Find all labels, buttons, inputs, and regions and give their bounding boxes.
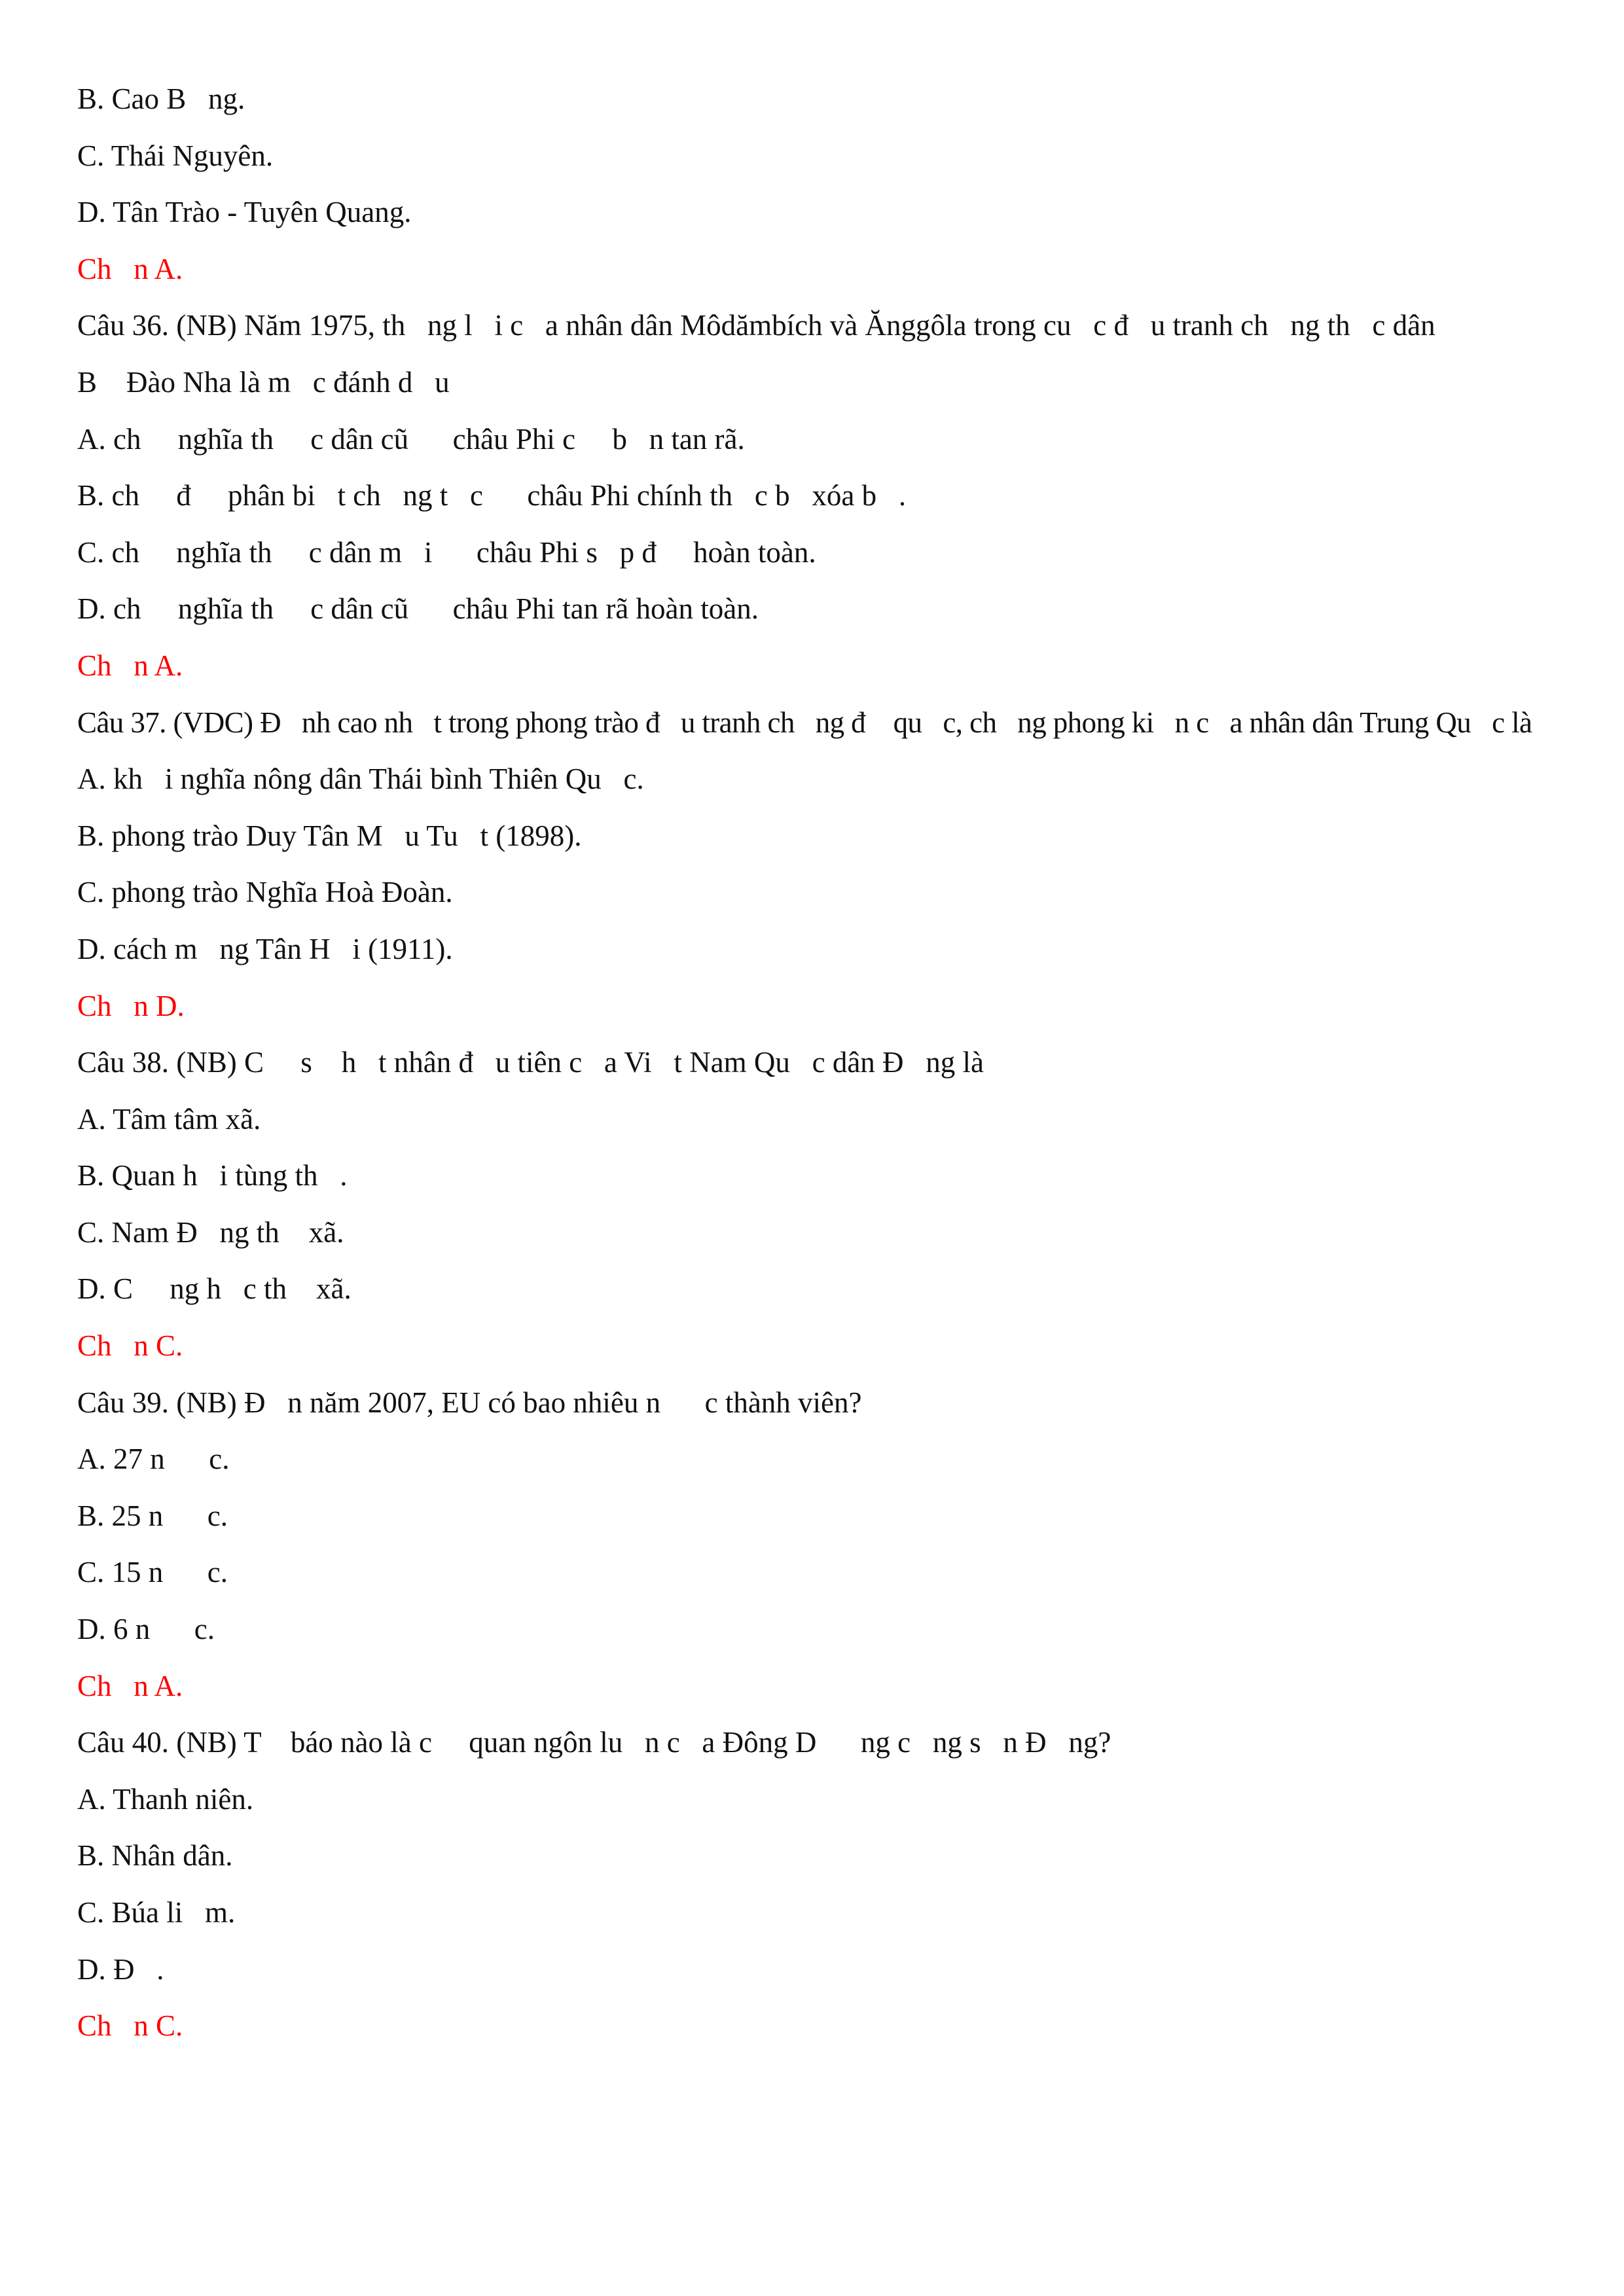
option-c: C. Thái Nguyên.	[77, 139, 274, 172]
answer-key: Ch n A.	[77, 1669, 183, 1702]
option-d: D. Tân Trào - Tuyên Quang.	[77, 196, 412, 229]
answer-key: Ch n C.	[77, 2009, 183, 2043]
option-a: A. kh i nghĩa nông dân Thái bình Thiên Qu c.	[77, 762, 644, 796]
option-c: C. Búa li m.	[77, 1896, 236, 1929]
option-b: B. 25 n c.	[77, 1499, 228, 1532]
option-b: B. phong trào Duy Tân M u Tu t (1898).	[77, 819, 582, 852]
answer-key: Ch n C.	[77, 1329, 183, 1363]
option-b: B. Quan h i tùng th .	[77, 1159, 348, 1193]
answer-key: Ch n A.	[77, 252, 183, 285]
question-38-text: Câu 38. (NB) C s h t nhân đ u tiên c a Vi t Nam Qu c dân Đ ng là	[77, 1046, 984, 1079]
question-36-text-cont: B Đào Nha là m c đánh d u	[77, 365, 450, 399]
option-c: C. Nam Đ ng th xã.	[77, 1215, 344, 1249]
option-a: A. Tâm tâm xã.	[77, 1102, 261, 1136]
option-b: B. Cao B ng.	[77, 82, 245, 115]
question-40-text: Câu 40. (NB) T báo nào là c quan ngôn lu n c a Đông D ng c ng s n Đ ng?	[77, 1726, 1111, 1759]
question-39-text: Câu 39. (NB) Đ n năm 2007, EU có bao nhiêu n c thành viên?	[77, 1386, 862, 1419]
option-b: B. Nhân dân.	[77, 1839, 233, 1873]
answer-key: Ch n A.	[77, 649, 183, 682]
option-c: C. phong trào Nghĩa Hoà Đoàn.	[77, 876, 453, 909]
option-a: A. ch nghĩa th c dân cũ châu Phi c b n tan rã.	[77, 422, 745, 456]
option-c: C. 15 n c.	[77, 1556, 228, 1589]
option-b: B. ch đ phân bi t ch ng t c châu Phi chính th c b xóa b .	[77, 479, 907, 512]
option-a: A. 27 n c.	[77, 1443, 230, 1476]
answer-key: Ch n D.	[77, 989, 185, 1022]
document-page	[77, 71, 1557, 2054]
option-d: D. ch nghĩa th c dân cũ châu Phi tan rã hoàn toàn.	[77, 592, 759, 626]
option-d: D. C ng h c th xã.	[77, 1272, 352, 1306]
option-d: D. Đ .	[77, 1952, 164, 1986]
question-36-text: Câu 36. (NB) Năm 1975, th ng l i c a nhân dân Môdămbích và Ănggôla trong cu c đ u tranh ch ng th c dân	[77, 309, 1435, 342]
option-c: C. ch nghĩa th c dân m i châu Phi s p đ hoàn toàn.	[77, 535, 816, 569]
option-d: D. 6 n c.	[77, 1613, 215, 1646]
option-a: A. Thanh niên.	[77, 1782, 254, 1816]
question-37-text: Câu 37. (VDC) Đ nh cao nh t trong phong trào đ u tranh ch ng đ qu c, ch ng phong ki n c a nhân dân Trung Qu c là	[77, 706, 1532, 739]
option-d: D. cách m ng Tân H i (1911).	[77, 932, 453, 965]
